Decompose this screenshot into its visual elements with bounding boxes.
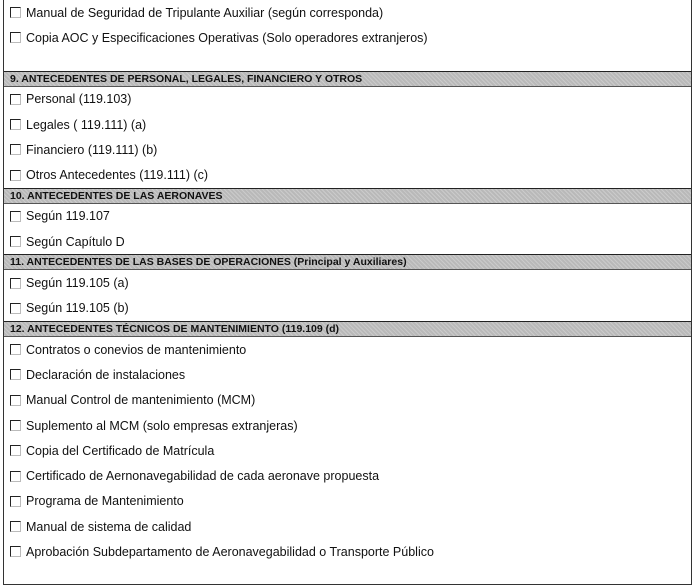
checkbox-label: Otros Antecedentes (119.111) (c) [26,168,209,183]
checkbox[interactable] [10,521,21,532]
section-header: 12. ANTECEDENTES TÉCNICOS DE MANTENIMIENTO (119.109 (d) [4,321,691,337]
checklist-item [4,413,691,438]
checkbox[interactable] [10,119,21,130]
checkbox-label: Certificado de Aernonavegabilidad de cada aeronave propuesta [26,469,380,484]
checkbox[interactable] [10,546,21,557]
checkbox[interactable] [10,369,21,380]
checkbox-label: Copia AOC y Especificaciones Operativas (Solo operadores extranjeros) [26,30,428,45]
checkbox-label: Programa de Mantenimiento [26,494,184,509]
checklist-item [4,229,691,254]
section-header: 10. ANTECEDENTES DE LAS AERONAVES [4,188,691,204]
checkbox-label: Según Capítulo D [26,234,125,249]
checkbox-label: Según 119.107 [26,209,110,224]
checkbox[interactable] [10,32,21,43]
checkbox-label: Legales ( 119.111) (a) [26,117,147,132]
checkbox-label: Contratos o conevios de mantenimiento [26,342,247,357]
checkbox[interactable] [10,395,21,406]
section-11 [4,254,691,321]
checkbox[interactable] [10,278,21,289]
section-header: 11. ANTECEDENTES DE LAS BASES DE OPERACIONES (Principal y Auxiliares) [4,254,691,270]
checklist-item [4,0,691,25]
section-10 [4,188,691,255]
checkbox[interactable] [10,471,21,482]
checklist-item [4,388,691,413]
checkbox-label: Manual Control de mantenimiento (MCM) [26,393,256,408]
checkbox-label: Aprobación Subdepartamento de Aeronavegabilidad o Transporte Público [26,544,434,559]
checklist-item [4,87,691,112]
checkbox[interactable] [10,94,21,105]
checklist-item [4,489,691,514]
checklist-item [4,112,691,137]
checklist-item [4,438,691,463]
checklist-item [4,539,691,564]
checkbox[interactable] [10,420,21,431]
checkbox[interactable] [10,170,21,181]
checklist-item [4,514,691,539]
checkbox[interactable] [10,445,21,456]
checkbox[interactable] [10,211,21,222]
checklist-item [4,362,691,387]
checklist-form [3,0,692,585]
checkbox-label: Suplemento al MCM (solo empresas extranjeras) [26,418,298,433]
checkbox[interactable] [10,7,21,18]
checklist-item [4,270,691,295]
checklist-item [4,25,691,50]
section-12 [4,321,691,565]
checklist-item [4,137,691,162]
checkbox-label: Personal (119.103) [26,92,132,107]
checkbox-label: Copia del Certificado de Matrícula [26,443,215,458]
checklist-item [4,296,691,321]
checklist-item [4,337,691,362]
checkbox[interactable] [10,344,21,355]
checkbox-label: Según 119.105 (b) [26,301,129,316]
checkbox[interactable] [10,144,21,155]
checkbox-label: Según 119.105 (a) [26,276,129,291]
spacer [4,51,691,71]
checklist-item [4,162,691,187]
section-9 [4,71,691,188]
checkbox-label: Manual de sistema de calidad [26,519,192,534]
section-header: 9. ANTECEDENTES DE PERSONAL, LEGALES, FINANCIERO Y OTROS [4,71,691,87]
checkbox-label: Financiero (119.111) (b) [26,142,158,157]
checkbox[interactable] [10,303,21,314]
checklist-item [4,204,691,229]
checkbox-label: Declaración de instalaciones [26,367,186,382]
checkbox[interactable] [10,236,21,247]
checkbox-label: Manual de Seguridad de Tripulante Auxiliar (según corresponda) [26,5,384,20]
top-items [4,0,691,51]
checkbox[interactable] [10,496,21,507]
checklist-item [4,463,691,488]
